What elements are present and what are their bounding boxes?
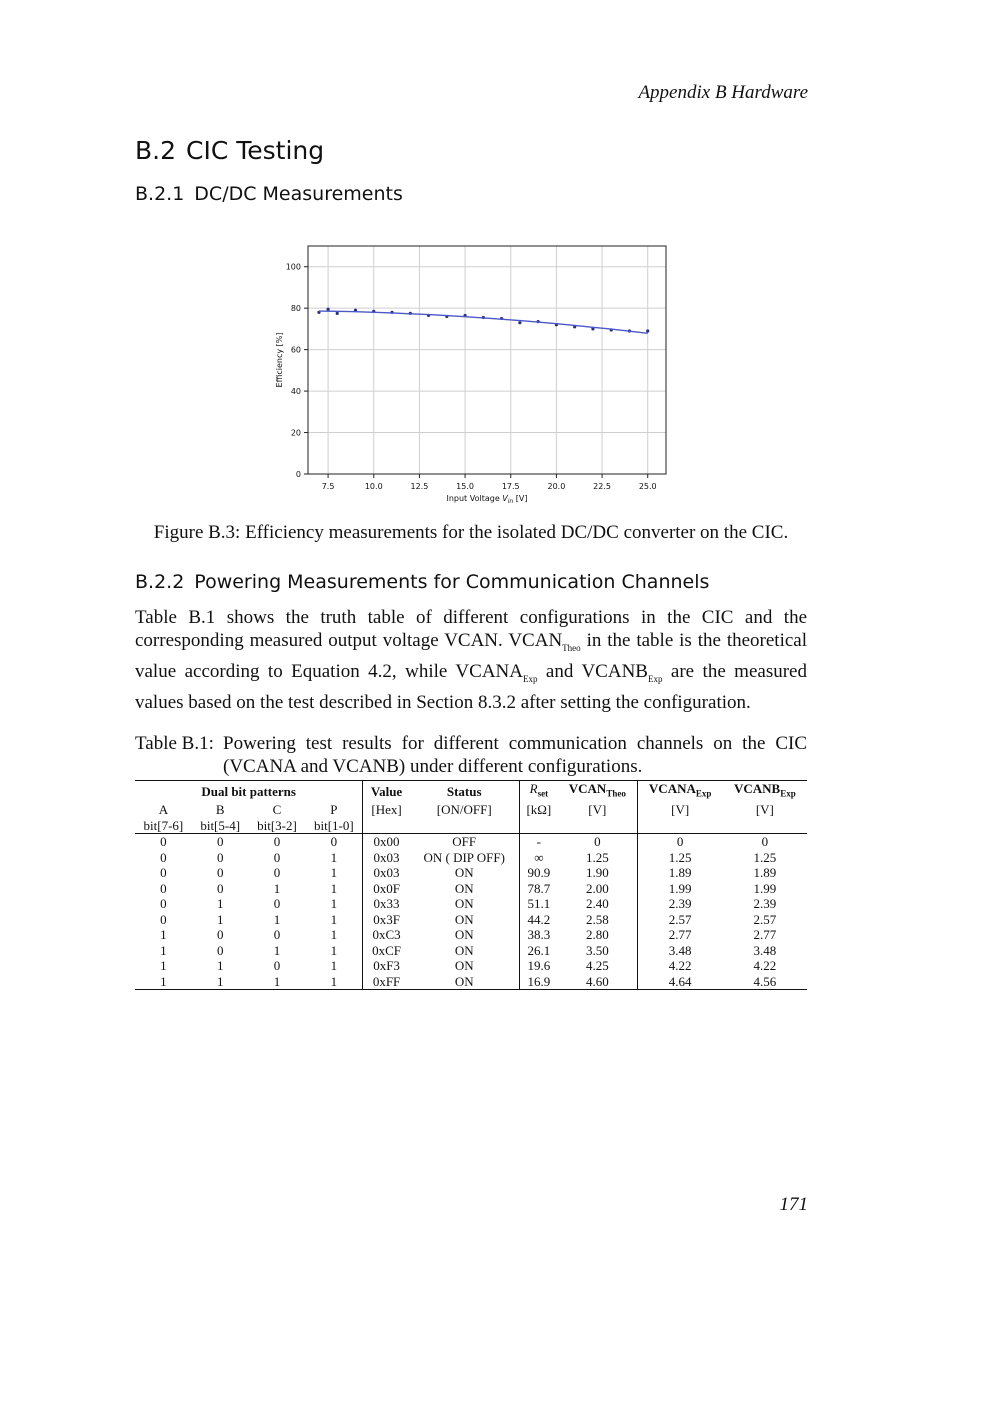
subscript: Exp: [522, 673, 538, 684]
table-cell: 1.25: [753, 849, 777, 865]
header-value: Value: [363, 781, 410, 803]
table-cell: ON: [454, 911, 474, 927]
table-cell: 1: [273, 880, 281, 896]
table-cell: 1.99: [637, 881, 723, 897]
table-cell: ON: [454, 880, 474, 896]
table-cell: 1: [160, 958, 167, 974]
table-cell: 1.89: [753, 865, 777, 881]
subscript: Theo: [606, 788, 626, 799]
table-cell: 1.25: [585, 849, 609, 865]
table-cell: 0xCF: [363, 943, 410, 959]
table-cell: 0: [216, 849, 224, 865]
table-cell: 1: [330, 865, 338, 881]
header-rset-symbol: R: [529, 781, 538, 796]
subscript: Exp: [780, 788, 796, 799]
table-cell: 0xF3: [363, 958, 410, 974]
header-vcanb-exp: [723, 781, 807, 803]
table-cell: 19.6: [519, 958, 558, 974]
table-cell: 0: [160, 896, 167, 912]
table-cell: 1: [330, 927, 338, 943]
table-cell: 0: [216, 865, 224, 881]
table-cell: 0: [160, 834, 167, 850]
table-row: [135, 834, 807, 850]
table-row: [135, 912, 807, 928]
page-number: 171: [779, 1194, 808, 1215]
table-cell: OFF: [452, 834, 477, 850]
table-cell: 2.77: [637, 927, 723, 943]
section-number: B.2: [135, 136, 177, 165]
table-cell: 0: [273, 958, 281, 974]
x-tick-label: 17.5: [501, 482, 520, 491]
table-cell: 1: [249, 974, 306, 990]
table-cell: 0: [160, 880, 167, 896]
subscript: Theo: [562, 642, 581, 653]
table-cell: 1.89: [637, 865, 723, 881]
table-cell: 4.22: [753, 958, 777, 974]
figure-caption: Figure B.3: Efficiency measurements for the isolated DC/DC converter on the CIC.: [153, 522, 789, 543]
table-cell: 0: [160, 911, 167, 927]
header-vcanb-label: VCANB: [734, 781, 781, 796]
table-cell: 2.40: [585, 896, 609, 912]
bits-b: bit[5-4]: [192, 818, 249, 834]
y-tick-label: 100: [285, 262, 301, 272]
table-cell: 1: [273, 911, 281, 927]
data-point: [326, 308, 329, 311]
table-cell: 0: [216, 927, 224, 943]
subsection-number: B.2.2: [135, 571, 185, 593]
table-cell: 78.7: [519, 881, 558, 897]
table-cell: 4.56: [723, 974, 807, 990]
x-tick-label: 7.5: [321, 482, 335, 491]
table-cell: 3.48: [753, 942, 777, 958]
unit-rset: [kΩ]: [519, 802, 558, 818]
plot-frame: [308, 246, 666, 474]
table-caption-text: Powering test results for different communication channels on the CIC (VCANA and VCANB) under different configurations.: [223, 733, 807, 777]
table-cell: 1.99: [753, 880, 777, 896]
table-cell: ON: [454, 942, 474, 958]
x-axis-label: Input Voltage $V_{in}$ [V]: [446, 494, 528, 505]
table-caption: [135, 732, 807, 778]
table-cell: 2.77: [753, 927, 777, 943]
bits-p: bit[1-0]: [305, 818, 362, 834]
paragraph-text: are the measured values based on the test described in Section 8.3.2 after setting the configuration.: [135, 660, 807, 713]
table-cell: 0: [160, 865, 167, 881]
table-cell: 1: [330, 849, 338, 865]
table-cell: 0: [273, 865, 281, 881]
table-cell: 0: [160, 849, 167, 865]
subsection-heading-powering: [135, 571, 709, 593]
table-cell: ON: [454, 896, 474, 912]
table-cell: 0: [273, 849, 281, 865]
header-letter-b: B: [215, 802, 225, 818]
table-cell: 1: [330, 880, 338, 896]
table-cell: 0x00: [363, 834, 410, 850]
table-cell: 1: [216, 896, 224, 912]
powering-results-table: [135, 780, 807, 990]
table-cell: 0xC3: [363, 927, 410, 943]
table-cell: 2.57: [637, 912, 723, 928]
table-cell: 0x33: [363, 896, 410, 912]
table-cell: 4.22: [637, 958, 723, 974]
table-cell: 16.9: [519, 974, 558, 990]
y-tick-label: 40: [290, 387, 301, 397]
table-cell: 26.1: [519, 943, 558, 959]
table-cell: 1: [330, 911, 338, 927]
table-cell: 1.90: [585, 865, 609, 881]
y-tick-label: 0: [295, 470, 301, 479]
table-cell: 0: [761, 834, 769, 850]
unit-vcana: [V]: [637, 802, 723, 818]
x-tick-label: 25.0: [638, 482, 657, 491]
x-tick-label: 10.0: [364, 482, 383, 491]
table-cell: 1: [160, 942, 167, 958]
table-cell: 1: [216, 958, 224, 974]
header-vcan-theo: [558, 781, 637, 803]
header-status: Status: [410, 781, 519, 803]
table-cell: 0x03: [363, 865, 410, 881]
bits-c: bit[3-2]: [249, 818, 306, 834]
table-cell: 0xFF: [363, 974, 410, 990]
table-header-row: [135, 781, 807, 803]
table-cell: 1: [330, 958, 338, 974]
table-cell: ON: [454, 958, 474, 974]
table-cell: 0x3F: [363, 912, 410, 928]
header-letter-a: A: [158, 802, 169, 818]
table-cell: 0: [216, 880, 224, 896]
table-cell: 1: [216, 911, 224, 927]
unit-status: [ON/OFF]: [436, 802, 492, 818]
subscript: set: [537, 788, 549, 799]
table-cell: 1: [273, 942, 281, 958]
y-tick-label: 80: [290, 304, 301, 314]
table-row: [135, 943, 807, 959]
header-letter-c: C: [272, 802, 282, 818]
table-cell: 0: [216, 942, 224, 958]
table-caption-label: Table B.1:: [135, 733, 214, 754]
table-cell: 1: [135, 974, 192, 990]
table-cell: 1: [192, 974, 249, 990]
table-row: [135, 865, 807, 881]
section-title: CIC Testing: [186, 136, 325, 165]
data-point: [518, 321, 521, 324]
table-cell: 90.9: [519, 865, 558, 881]
table-bits-row: [135, 818, 807, 834]
table-cell: 4.64: [637, 974, 723, 990]
y-axis-label: Efficiency [%]: [275, 332, 284, 388]
table-row: [135, 927, 807, 943]
table-cell: ON: [410, 974, 519, 990]
table-cell: 4.60: [558, 974, 637, 990]
header-rset: [519, 781, 558, 803]
subscript: Exp: [695, 788, 712, 799]
table-cell: 4.25: [585, 958, 609, 974]
x-tick-label: 15.0: [456, 482, 474, 491]
running-head: Appendix B Hardware: [638, 82, 808, 103]
table-row: [135, 850, 807, 866]
table-cell: 2.58: [585, 911, 609, 927]
table-cell: 0: [273, 834, 281, 850]
table-cell: 0: [273, 896, 281, 912]
table-cell: 0: [216, 834, 224, 850]
paragraph-text: and VCANB: [537, 660, 648, 682]
table-body: [135, 834, 807, 990]
header-vcana-label: VCANA: [648, 781, 696, 796]
table-cell: ON: [454, 927, 474, 943]
x-tick-label: 12.5: [410, 482, 429, 491]
table-cell: 2.39: [637, 896, 723, 912]
efficiency-chart: [268, 236, 678, 508]
table-cell: ON ( DIP OFF): [423, 849, 505, 865]
y-tick-label: 60: [290, 345, 301, 355]
table-cell: 0x0F: [363, 881, 410, 897]
table-cell: 38.3: [519, 927, 558, 943]
paragraph-text: Table B.1 shows the truth table of different configurations in the CIC and the corresponding measured output voltage VCAN. VCAN: [135, 607, 807, 651]
section-heading: [135, 136, 324, 165]
data-point: [646, 329, 649, 332]
subsection-title: DC/DC Measurements: [194, 183, 403, 205]
table-row: [135, 958, 807, 974]
fit-line: [319, 311, 648, 333]
data-point: [336, 312, 339, 315]
unit-vcan: [V]: [588, 802, 607, 818]
table-cell: 1.25: [637, 850, 723, 866]
body-paragraph: [135, 606, 807, 714]
unit-value: [Hex]: [363, 802, 410, 818]
table-cell: 2.39: [753, 896, 777, 912]
header-vcan-label: VCAN: [568, 781, 607, 796]
table-cell: 0: [273, 927, 281, 943]
table-units-row: [135, 802, 807, 818]
subscript: Exp: [647, 673, 663, 684]
table-cell: 0: [637, 834, 723, 850]
bits-a: bit[7-6]: [135, 818, 192, 834]
table-cell: 1: [330, 942, 338, 958]
table-row: [135, 896, 807, 912]
table-cell: 44.2: [519, 912, 558, 928]
x-tick-label: 20.0: [547, 482, 566, 491]
table-cell: 2.57: [753, 911, 777, 927]
table-cell: 0: [330, 834, 338, 850]
x-tick-label: 22.5: [593, 482, 611, 491]
table-cell: 1: [305, 974, 362, 990]
table-cell: 1: [330, 896, 338, 912]
paragraph-text: in the table is the theoretical value according to Equation 4.2, while VCANA: [135, 630, 807, 682]
table-cell: 51.1: [519, 896, 558, 912]
header-dual-bit-patterns: Dual bit patterns: [135, 781, 363, 803]
y-tick-label: 20: [290, 428, 301, 438]
table-cell: 0: [594, 834, 601, 850]
table-row: [135, 881, 807, 897]
header-vcana-exp: [637, 781, 723, 803]
unit-vcanb: [V]: [755, 802, 774, 818]
table-cell: ∞: [519, 850, 558, 866]
table-cell: 2.80: [585, 927, 609, 943]
table-cell: 3.48: [637, 943, 723, 959]
table-cell: 1: [160, 927, 167, 943]
subsection-number: B.2.1: [135, 183, 185, 205]
table-cell: 2.00: [585, 880, 609, 896]
table-row: [135, 974, 807, 990]
subsection-title: Powering Measurements for Communication Channels: [194, 571, 710, 593]
header-letter-p: P: [330, 802, 338, 818]
table-cell: 0x03: [363, 850, 410, 866]
table-cell: -: [519, 834, 558, 850]
subsection-heading-dcdc: [135, 183, 403, 205]
table-cell: ON: [454, 865, 474, 881]
table-cell: 3.50: [585, 942, 609, 958]
